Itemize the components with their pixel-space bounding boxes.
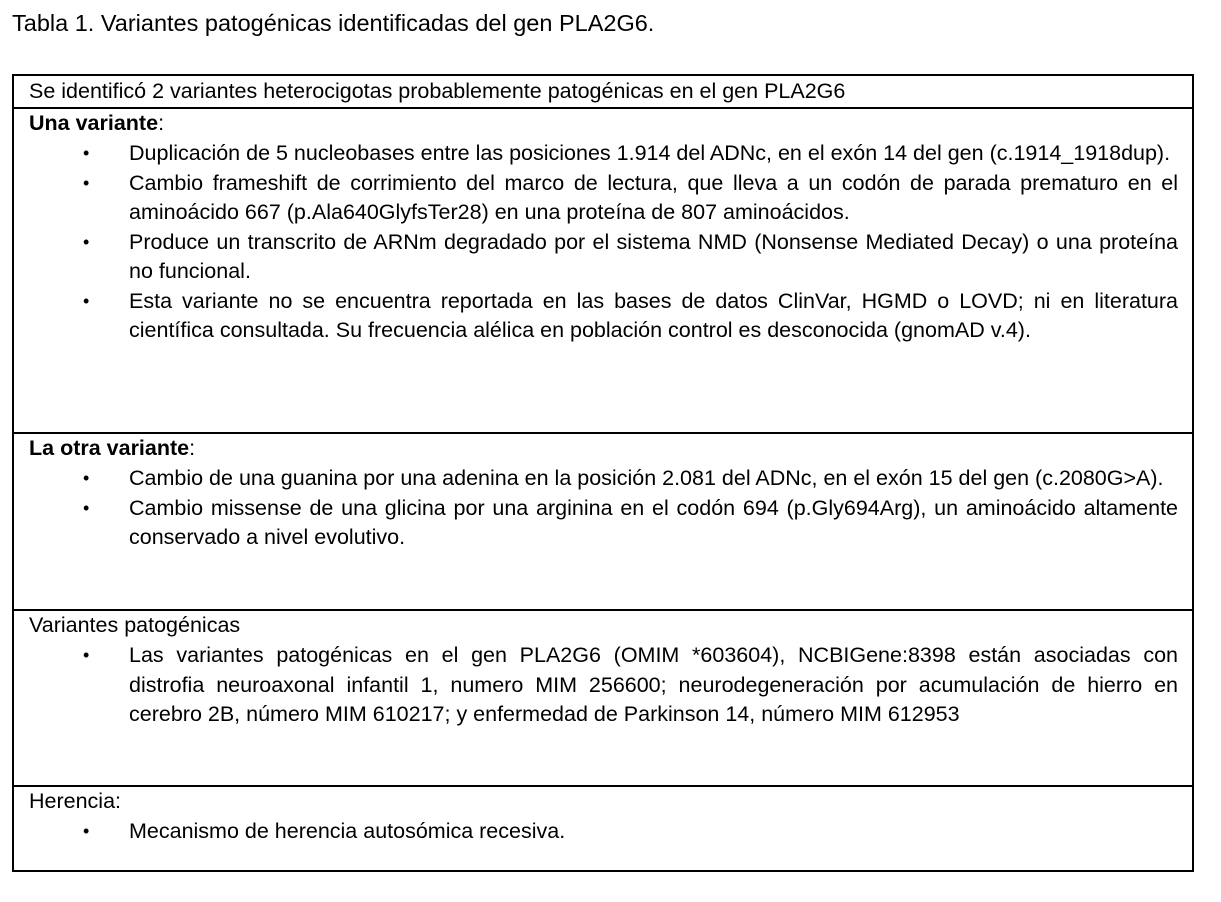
bullet-icon: • [83, 645, 90, 665]
bullet-icon: • [83, 172, 90, 193]
section-una-variante [14, 107, 1192, 432]
bullet-icon: • [83, 290, 90, 311]
section-title-suffix: : [158, 111, 165, 135]
section-title: Variantes patogénicas [29, 613, 241, 637]
section-title [29, 109, 164, 139]
list-item-text: Esta variante no se encuentra reportada en las bases de datos ClinVar, HGMD o LOVD; ni en literatura científica consultada. Su frecuencia alélica en población control es desconocida (gnomAD v.4). [129, 288, 1178, 342]
bullet-icon: • [83, 497, 90, 518]
section-title [29, 434, 195, 464]
list-item-text: Mecanismo de herencia autosómica recesiva. [129, 819, 566, 843]
list-item-text: Produce un transcrito de ARNm degradado por el sistema NMD (Nonsense Mediated Decay) o una proteína no funcional. [129, 229, 1178, 283]
list-item [80, 139, 1178, 169]
list-item [80, 641, 1178, 730]
section-herencia [14, 785, 1192, 872]
table-header-row [14, 76, 1192, 107]
section-variantes-patogenicas [14, 609, 1192, 785]
bullet-icon: • [83, 143, 90, 163]
list-item [80, 287, 1178, 346]
list-item [80, 494, 1178, 553]
list-item [80, 228, 1178, 287]
section-title-label: La otra variante [29, 436, 190, 460]
section-title-suffix: : [189, 436, 196, 460]
bullet-list [80, 464, 1178, 553]
bullet-icon: • [83, 821, 90, 841]
list-item-text: Las variantes patogénicas en el gen PLA2G6 (OMIM *603604), NCBIGene:8398 están asociadas con distrofia neuroaxonal infantil 1, numero MIM 256600; neurodegeneración por acumulación de hierro en cerebro 2B, número MIM 610217; y enfermedad de Parkinson 14, número MIM 612953 [129, 643, 1178, 726]
variants-table [12, 74, 1194, 872]
bullet-icon: • [83, 231, 90, 252]
list-item [80, 464, 1178, 494]
list-item [80, 817, 1178, 847]
bullet-icon: • [83, 468, 90, 488]
table-caption: Tabla 1. Variantes patogénicas identificadas del gen PLA2G6. [12, 10, 655, 36]
list-item-text: Cambio frameshift de corrimiento del marco de lectura, que lleva a un codón de parada prematuro en el aminoácido 667 (p.Ala640GlyfsTer28) en una proteína de 807 aminoácidos. [129, 170, 1178, 224]
bullet-list [80, 817, 1178, 847]
section-title: Herencia: [29, 789, 122, 813]
list-item-text: Cambio missense de una glicina por una arginina en el codón 694 (p.Gly694Arg), un aminoácido altamente conservado a nivel evolutivo. [129, 495, 1178, 549]
list-item-text: Cambio de una guanina por una adenina en la posición 2.081 del ADNc, en el exón 15 del gen (c.2080G>A). [129, 466, 1164, 490]
table-header-text: Se identificó 2 variantes heterocigotas probablemente patogénicas en el gen PLA2G6 [29, 79, 846, 103]
section-otra-variante [14, 432, 1192, 609]
bullet-list [80, 139, 1178, 346]
list-item [80, 169, 1178, 228]
bullet-list [80, 641, 1178, 730]
section-title-label: Una variante [29, 111, 159, 135]
list-item-text: Duplicación de 5 nucleobases entre las posiciones 1.914 del ADNc, en el exón 14 del gen (c.1914_1918dup). [129, 141, 1171, 165]
